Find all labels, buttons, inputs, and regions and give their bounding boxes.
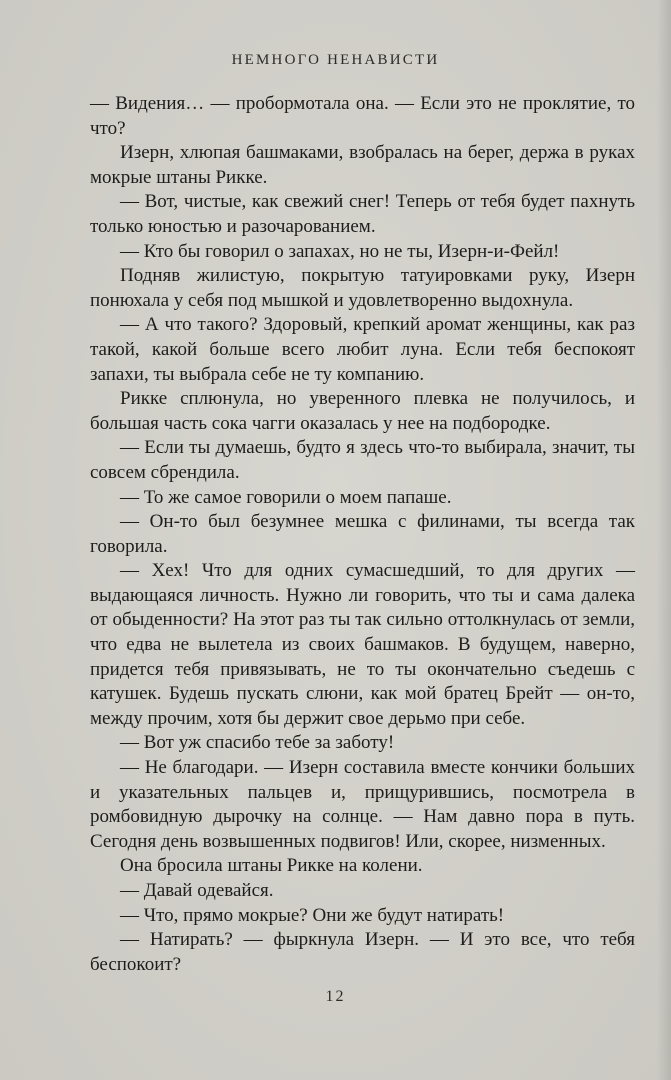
- paragraph: — Не благодари. — Изерн составила вместе кончики больших и указательных пальцев и, прищурившись, посмотрела в ромбовидную дырочку на солнце. — Нам давно пора в путь. Сегодня день возвышенных подвигов! Или, скорее, низменных.: [90, 757, 635, 852]
- paragraph: — Натирать? — фыркнула Изерн. — И это все, что тебя беспокоит?: [90, 929, 635, 975]
- page-number: 12: [325, 988, 346, 1005]
- paragraph: — Давай одевайся.: [120, 880, 274, 901]
- paragraph: — Видения… — пробормотала она. — Если это не проклятие, то что?: [90, 93, 635, 139]
- paragraph: — Что, прямо мокрые? Они же будут натирать!: [120, 904, 505, 926]
- paragraph: — Вот, чистые, как свежий снег! Теперь от тебя будет пахнуть только юностью и разочарованием.: [90, 191, 635, 237]
- paragraph: Рикке сплюнула, но уверенного плевка не получилось, и большая часть сока чагги оказалась у нее на подбородке.: [90, 388, 635, 434]
- paragraph: — Если ты думаешь, будто я здесь что-то выбирала, значит, ты совсем сбрендила.: [90, 437, 635, 483]
- paragraph: Изерн, хлюпая башмаками, взобралась на берег, держа в руках мокрые штаны Рикке.: [90, 142, 635, 188]
- body-text: [90, 92, 635, 977]
- spine-shadow: [657, 0, 671, 1080]
- paragraph: — Кто бы говорил о запахах, но не ты, Изерн-и-Фейл!: [120, 240, 560, 262]
- paragraph: — Хех! Что для одних сумасшедший, то для других — выдающаяся личность. Нужно ли говорить, что ты и сама далека от обыденности? На этот раз ты так сильно оттолкнулась от земли, что едва не вылетела из своих башмаков. В будущем, наверно, придется тебя привязывать, не то ты окончательно съедешь с катушек. Будешь пускать слюни, как мой братец Брейт — он-то, между прочим, хотя бы держит свое дерьмо при себе.: [90, 560, 635, 729]
- running-head: НЕМНОГО НЕНАВИСТИ: [231, 52, 440, 68]
- paragraph: — Он-то был безумнее мешка с филинами, ты всегда так говорила.: [90, 511, 635, 557]
- paragraph: — То же самое говорили о моем папаше.: [120, 486, 452, 508]
- paragraph: Подняв жилистую, покрытую татуировками руку, Изерн понюхала у себя под мышкой и удовлетворенно выдохнула.: [90, 265, 635, 311]
- paragraph: Она бросила штаны Рикке на колени.: [120, 855, 423, 877]
- paragraph: — Вот уж спасибо тебе за заботу!: [120, 732, 395, 754]
- paragraph: — А что такого? Здоровый, крепкий аромат женщины, как раз такой, какой больше всего любит луна. Если тебя беспокоят запахи, ты выбрала себе не ту компанию.: [90, 314, 635, 385]
